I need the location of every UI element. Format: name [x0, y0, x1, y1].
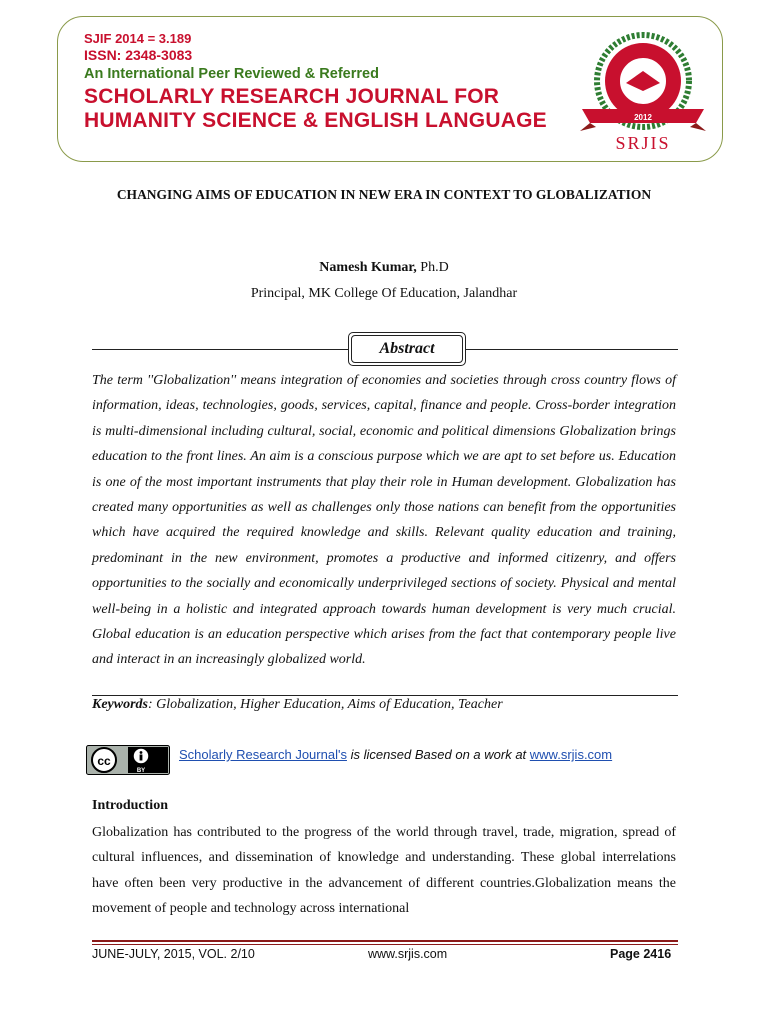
journal-title-line2: HUMANITY SCIENCE & ENGLISH LANGUAGE [84, 109, 547, 132]
abstract-text: The term ''Globalization'' means integration of economies and societies through cross country flows of information, ideas, technologies, goods, services, capital, finance and people. Cross-border integration is multi-dimensional including cultural, social, economic and political dimensions Globalization brings education to the front lines. An aim is a conscious purpose which we are apt to set before us. Education is one of the most important instruments that play their role in Human development. Globalization has created many opportunities as well as challenges only those nations can benefit from the opportunities which have acquired the required knowledge and skills. Relevant quality education and training, predominant in the new environment, promotes a productive and informed citizenry, and offers opportunities to the socially and economically underprivileged sections of society. Physical and mental well-being in a holistic and integrated approach towards human development is very much crucial. Global education is an education perspective which arises from the fact that contemporary people live and interact in an increasingly globalized world. [92, 373, 676, 668]
journal-title-line1: SCHOLARLY RESEARCH JOURNAL FOR [84, 85, 500, 108]
issn-text: ISSN: 2348-3083 [84, 47, 193, 63]
journal-license-link[interactable]: Scholarly Research Journal's [179, 747, 347, 762]
footer-site[interactable]: www.srjis.com [368, 947, 448, 961]
keywords-rule [92, 695, 678, 696]
svg-text:SRJIS: SRJIS [615, 133, 671, 153]
creative-commons-badge[interactable] [86, 745, 170, 775]
keywords-label: Keywords [92, 697, 148, 712]
srjis-seal-logo [576, 23, 710, 157]
author-degree: Ph.D [416, 260, 449, 275]
author-affiliation: Principal, MK College Of Education, Jalandhar [250, 286, 518, 301]
paper-title: CHANGING AIMS OF EDUCATION IN NEW ERA IN CONTEXT TO GLOBALIZATION [116, 187, 652, 202]
footer-rule-thin [92, 944, 678, 945]
peer-reviewed-text: An International Peer Reviewed & Referred [84, 66, 379, 82]
footer-rule-thick [92, 940, 678, 942]
keywords-text: : Globalization, Higher Education, Aims of Education, Teacher [148, 697, 503, 712]
keywords-line [92, 697, 503, 713]
introduction-text: Globalization has contributed to the progress of the world through travel, trade, migration, spread of cultural influences, and dissemination of knowledge and understanding. These global interrelations have often been very productive in the advancement of different countries.Globalization means the movement of people and technology across international [92, 825, 676, 917]
license-line [179, 747, 612, 762]
license-text: is licensed Based on a work at [346, 747, 530, 762]
footer-page-number: Page 2416 [610, 947, 672, 961]
srjis-site-link[interactable]: www.srjis.com [529, 747, 613, 762]
sjif-text: SJIF 2014 = 3.189 [84, 31, 192, 46]
abstract-heading: Abstract [351, 335, 463, 363]
svg-text:2012: 2012 [634, 113, 652, 122]
journal-banner [57, 16, 723, 162]
author-name: Namesh Kumar, [319, 260, 417, 275]
footer-issue: JUNE-JULY, 2015, VOL. 2/10 [92, 947, 255, 961]
svg-text:BY: BY [136, 768, 146, 774]
introduction-heading: Introduction [92, 798, 168, 813]
svg-text:cc: cc [97, 754, 111, 768]
abstract-heading-box [348, 332, 466, 366]
author-line [0, 260, 768, 276]
